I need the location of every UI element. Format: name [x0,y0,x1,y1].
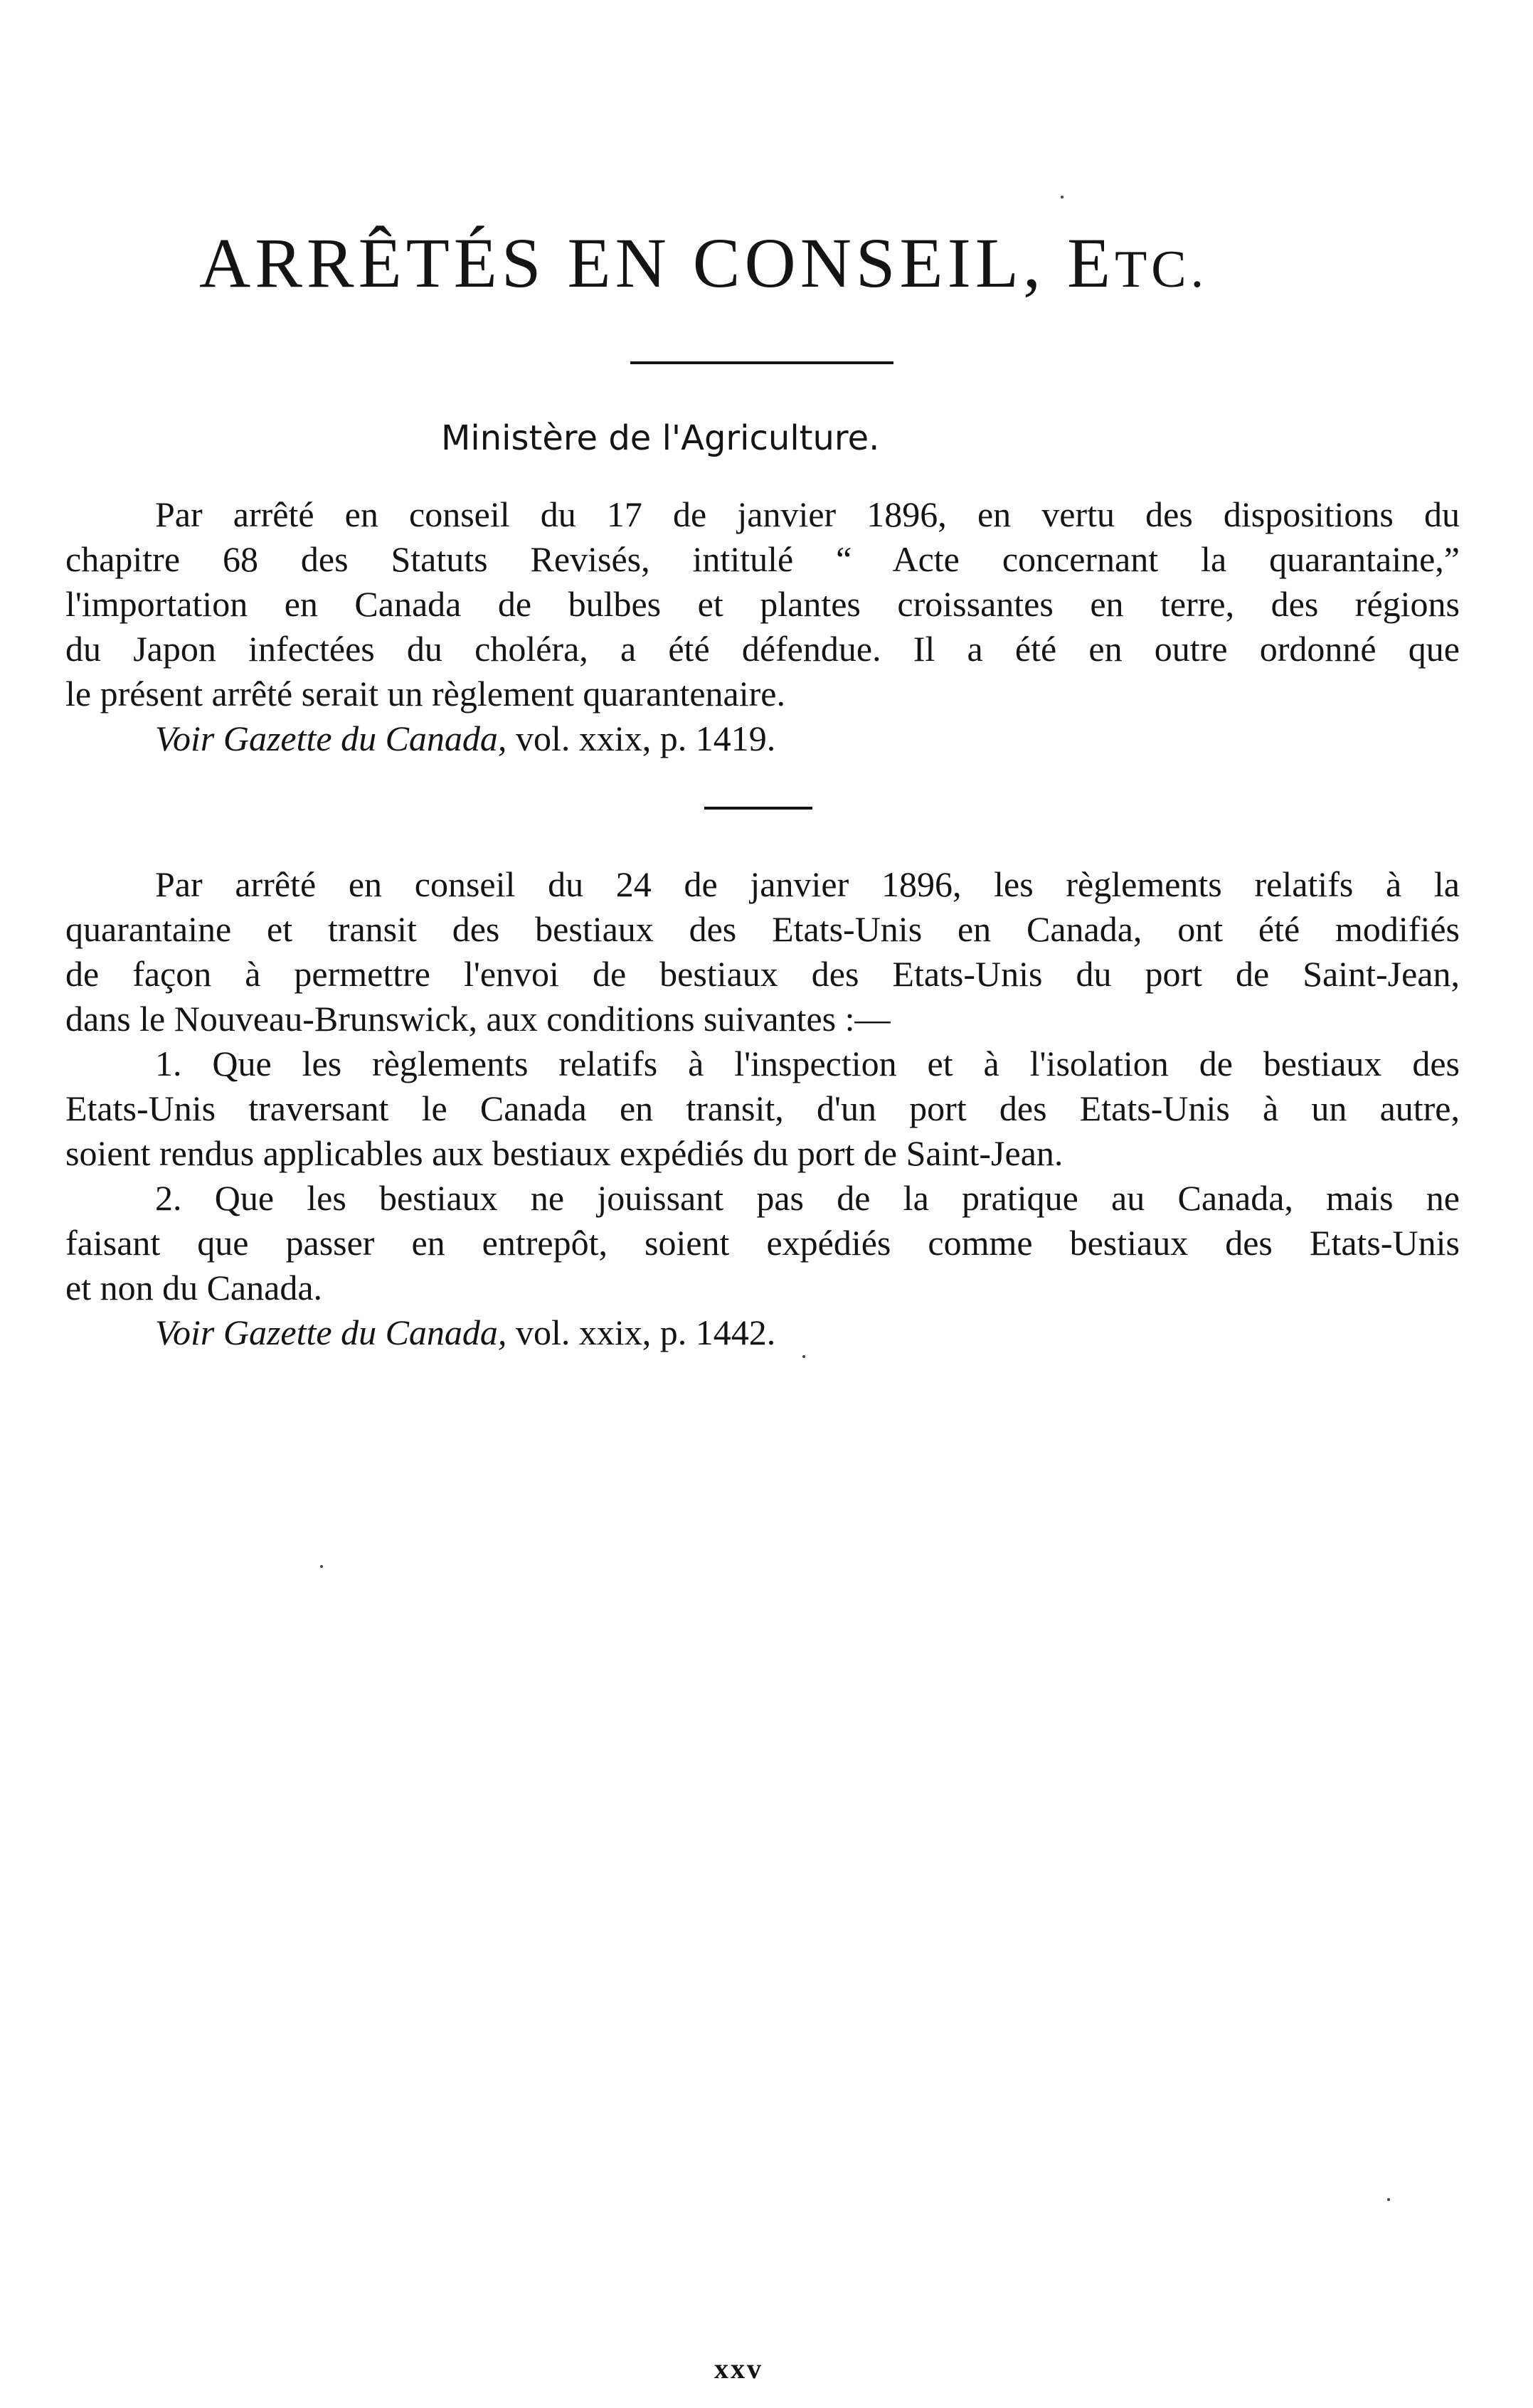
paragraph-line: Par arrêté en conseil du 24 de janvier 1896, les règlements relatifs à la [155,864,1460,904]
print-speck [1387,2198,1390,2201]
condition-item-1-line: soient rendus applicables aux bestiaux expédiés du port de Saint-Jean. [65,1133,1063,1173]
section-divider-rule [704,807,812,810]
condition-item-2-line: 2. Que les bestiaux ne jouissant pas de la pratique au Canada, mais ne [155,1178,1460,1218]
condition-item-1-line: Etats-Unis traversant le Canada en transit, d'un port des Etats-Unis à un autre, [65,1088,1460,1128]
page-title-etc-initial: E [1067,223,1115,302]
condition-item-1-line: 1. Que les règlements relatifs à l'inspection et à l'isolation de bestiaux des [155,1044,1460,1083]
paragraph-line: chapitre 68 des Statuts Revisés, intitulé “ Acte concernant la quarantaine,” [65,539,1460,579]
page-title-main: ARRÊTÉS EN CONSEIL, [199,223,1067,302]
paragraph-line: l'importation en Canada de bulbes et plantes croissantes en terre, des régions [65,584,1460,624]
page-title-etc-rest: TC. [1115,240,1209,299]
gazette-reference [65,716,1460,761]
print-speck [320,1565,323,1568]
ministry-heading: Ministère de l'Agriculture. [441,418,880,458]
paragraph-line: Par arrêté en conseil du 17 de janvier 1896, en vertu des dispositions du [155,494,1460,534]
condition-item-2-line: et non du Canada. [65,1268,323,1308]
paragraph-line: le présent arrêté serait un règlement quarantenaire. [65,674,785,714]
print-speck [1061,196,1063,198]
gazette-reference-volume: vol. xxix, p. 1419. [506,718,776,758]
order-section-2 [65,862,1460,1355]
title-divider-rule [630,361,893,364]
paragraph-line: de façon à permettre l'envoi de bestiaux des Etats-Unis du port de Saint-Jean, [65,954,1460,994]
gazette-reference [65,1310,1460,1355]
page-number: xxv [714,2353,763,2385]
gazette-reference-title: Voir Gazette du Canada, [155,718,507,758]
page-title [199,223,1337,302]
paragraph-line: du Japon infectées du choléra, a été défendue. Il a été en outre ordonné que [65,629,1460,669]
gazette-reference-title: Voir Gazette du Canada, [155,1312,507,1352]
print-speck [802,1355,805,1358]
paragraph-line: dans le Nouveau-Brunswick, aux conditions suivantes :— [65,999,891,1039]
gazette-reference-volume: vol. xxix, p. 1442. [506,1312,776,1352]
condition-item-2-line: faisant que passer en entrepôt, soient expédiés comme bestiaux des Etats-Unis [65,1223,1460,1263]
order-section-1 [65,492,1460,761]
paragraph-line: quarantaine et transit des bestiaux des Etats-Unis en Canada, ont été modifiés [65,909,1460,949]
